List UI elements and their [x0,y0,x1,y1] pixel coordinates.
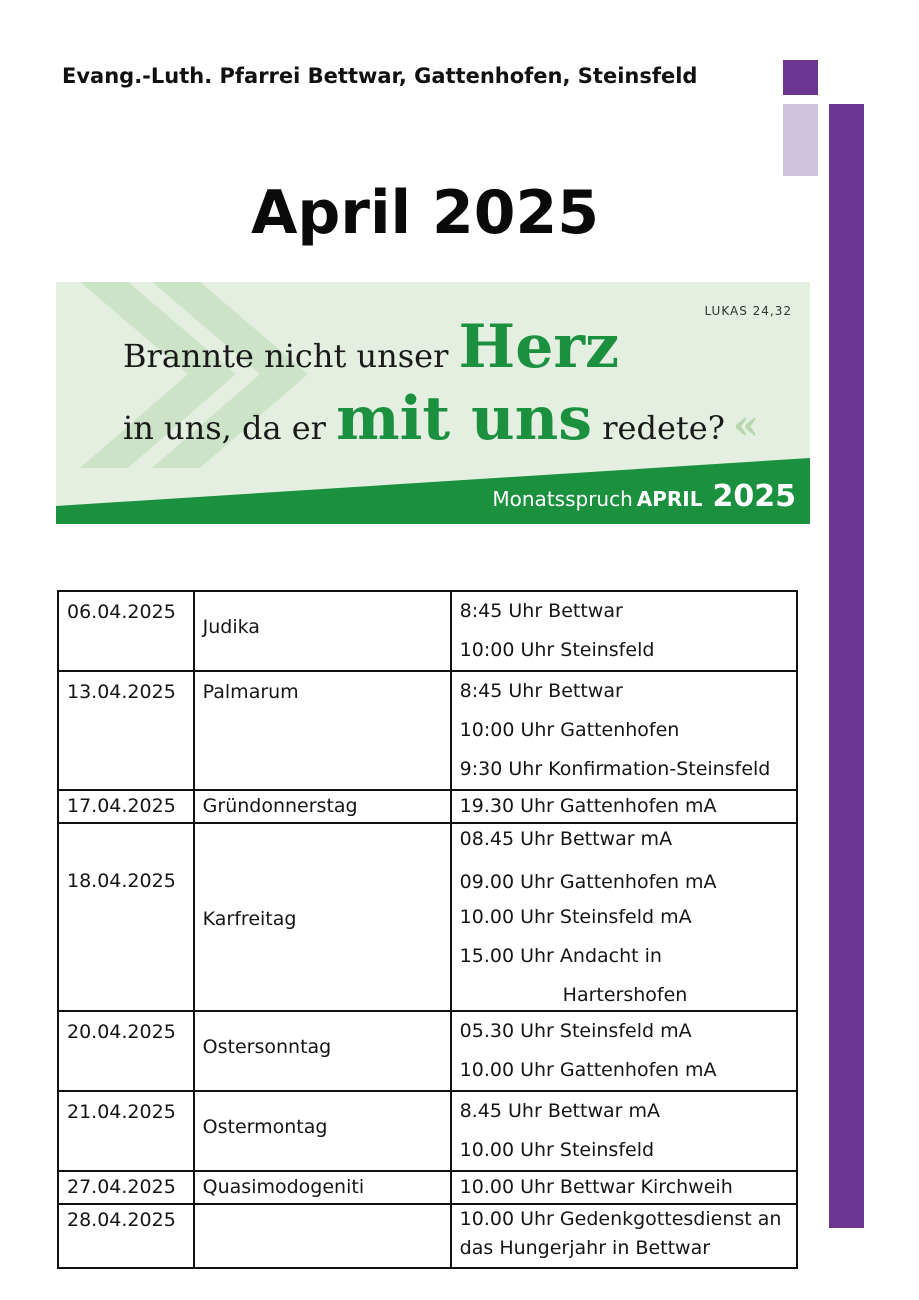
date-cell: 06.04.2025 [58,591,194,671]
lilac-block-decoration [783,104,818,176]
times-cell [451,1171,797,1204]
date-cell: 17.04.2025 [58,790,194,823]
date-cell: 20.04.2025 [58,1011,194,1091]
sunday-name-cell: Quasimodogeniti [194,1171,451,1204]
service-time: 05.30 Uhr Steinsfeld mA [459,1020,692,1042]
table-row [58,790,797,823]
page-title: April 2025 [251,178,599,248]
sunday-name-cell: Gründonnerstag [194,790,451,823]
times-cell [451,1204,797,1268]
service-time: 10:00 Uhr Steinsfeld [459,639,655,661]
service-time: 9:30 Uhr Konfirmation-Steinsfeld [459,758,771,780]
table-row [58,823,797,1011]
monatsspruch-month: APRIL [636,487,703,511]
table-row [58,1011,797,1091]
closing-quote-icon: « [732,400,760,449]
service-time: 8.45 Uhr Bettwar mA [459,1100,660,1122]
date-cell: 27.04.2025 [58,1171,194,1204]
table-row [58,1171,797,1204]
verse-text: in uns, da er [123,409,337,447]
service-time: 08.45 Uhr Bettwar mA [459,828,673,850]
date-cell: 18.04.2025 [58,823,194,1011]
verse-line-2 [123,384,759,454]
monatsspruch-year: 2025 [712,479,796,514]
sunday-name-cell: Palmarum [194,671,451,790]
times-cell [451,823,797,1011]
times-cell [451,671,797,790]
times-cell [451,790,797,823]
verse-text: Brannte nicht unser [123,337,459,375]
service-time: 09.00 Uhr Gattenhofen mA [459,871,717,893]
verse-text: redete? [592,409,725,447]
table-row [58,671,797,790]
verse-emphasis: mit uns [336,384,593,454]
service-time: 10.00 Uhr Steinsfeld [459,1139,655,1161]
table-row [58,591,797,671]
bible-reference: LUKAS 24,32 [704,304,792,318]
date-cell: 21.04.2025 [58,1091,194,1171]
monatsspruch-label [492,479,796,514]
sunday-name-cell: Ostermontag [194,1091,451,1171]
service-time: 8:45 Uhr Bettwar [459,680,623,702]
service-time: 10.00 Uhr Gedenkgottesdienst an das Hungerjahr in Bettwar [459,1208,782,1259]
table-row [58,1204,797,1268]
sunday-name-cell [194,1204,451,1268]
times-cell [451,591,797,671]
service-time: 10:00 Uhr Gattenhofen [459,719,680,741]
date-cell: 28.04.2025 [58,1204,194,1268]
purple-square-decoration [783,60,818,95]
service-time: 15.00 Uhr Andacht in [459,945,662,967]
monthly-verse-banner [56,282,810,524]
service-schedule-table [57,590,798,1269]
table-row [58,1091,797,1171]
verse-emphasis: Herz [458,312,620,382]
service-time: 10.00 Uhr Steinsfeld mA [459,906,692,928]
monatsspruch-word: Monatsspruch [492,487,633,511]
purple-sidebar-bar [829,104,864,1228]
times-cell [451,1091,797,1171]
service-time: 19.30 Uhr Gattenhofen mA [459,795,717,817]
service-time: 10.00 Uhr Bettwar Kirchweih [459,1176,733,1198]
date-cell: 13.04.2025 [58,671,194,790]
sunday-name-cell: Karfreitag [194,823,451,1011]
parish-header: Evang.-Luth. Pfarrei Bettwar, Gattenhofen, Steinsfeld [62,64,698,88]
service-time: Hartershofen [562,984,688,1006]
verse-line-1 [123,312,619,382]
times-cell [451,1011,797,1091]
service-time: 10.00 Uhr Gattenhofen mA [459,1059,717,1081]
service-time: 8:45 Uhr Bettwar [459,600,623,622]
sunday-name-cell: Ostersonntag [194,1011,451,1091]
sunday-name-cell: Judika [194,591,451,671]
